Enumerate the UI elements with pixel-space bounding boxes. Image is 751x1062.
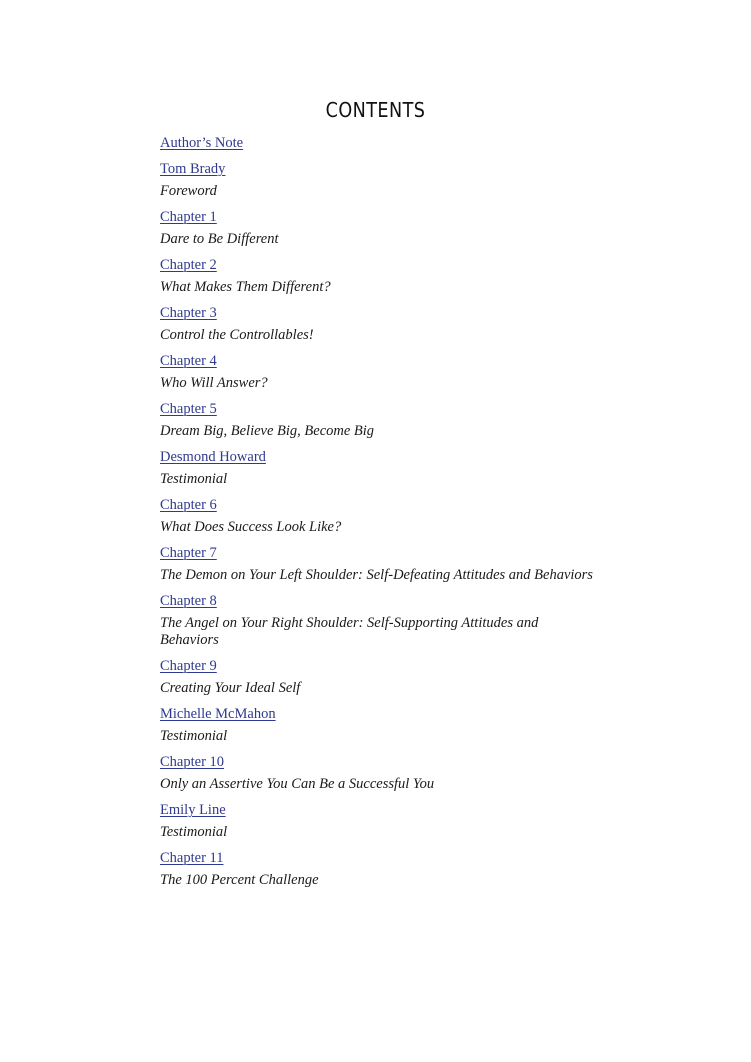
toc-subtitle: Testimonial xyxy=(160,728,228,744)
toc-entry xyxy=(160,801,600,841)
toc-entry xyxy=(160,256,600,296)
toc-link[interactable]: Chapter 6 xyxy=(160,497,217,513)
toc-link[interactable]: Chapter 8 xyxy=(160,593,217,609)
toc-entry xyxy=(160,304,600,344)
toc-subtitle: Dare to Be Different xyxy=(160,231,279,247)
toc-entry xyxy=(160,160,600,200)
toc-subtitle: Control the Controllables! xyxy=(160,327,314,343)
toc-link[interactable]: Michelle McMahon xyxy=(160,706,276,722)
toc-link[interactable]: Chapter 4 xyxy=(160,353,217,369)
toc-link[interactable]: Tom Brady xyxy=(160,161,226,177)
toc-subtitle: The Demon on Your Left Shoulder: Self-Defeating Attitudes and Behaviors xyxy=(160,567,593,583)
toc-link[interactable]: Chapter 3 xyxy=(160,305,217,321)
toc-subtitle: Creating Your Ideal Self xyxy=(160,680,301,696)
toc-subtitle: What Makes Them Different? xyxy=(160,279,331,295)
toc-subtitle: What Does Success Look Like? xyxy=(160,519,342,535)
toc-subtitle: Testimonial xyxy=(160,471,228,487)
toc-entry xyxy=(160,400,600,440)
toc-subtitle: Testimonial xyxy=(160,824,228,840)
toc-link[interactable]: Emily Line xyxy=(160,802,226,818)
toc-entry xyxy=(160,448,600,488)
toc-link[interactable]: Chapter 11 xyxy=(160,850,224,866)
toc-subtitle: Dream Big, Believe Big, Become Big xyxy=(160,423,375,439)
toc-subtitle: The 100 Percent Challenge xyxy=(160,872,319,888)
toc-entry xyxy=(160,352,600,392)
toc-entry xyxy=(160,544,600,584)
toc-subtitle: Who Will Answer? xyxy=(160,375,268,391)
toc-link[interactable]: Chapter 7 xyxy=(160,545,217,561)
toc-entry xyxy=(160,753,600,793)
toc-link[interactable]: Chapter 1 xyxy=(160,209,217,225)
toc-entry xyxy=(160,496,600,536)
toc-link[interactable]: Chapter 9 xyxy=(160,658,217,674)
toc-subtitle: The Angel on Your Right Shoulder: Self-Supporting Attitudes and Behaviors xyxy=(160,615,539,648)
toc-link[interactable]: Chapter 10 xyxy=(160,754,225,770)
toc-link[interactable]: Chapter 2 xyxy=(160,257,217,273)
toc-link[interactable]: Chapter 5 xyxy=(160,401,217,417)
toc-entry xyxy=(160,208,600,248)
page-title: CONTENTS xyxy=(325,98,426,122)
toc-link[interactable]: Desmond Howard xyxy=(160,449,266,465)
toc-entry xyxy=(160,657,600,697)
toc-entry xyxy=(160,134,600,152)
toc-entry xyxy=(160,849,600,889)
toc-link[interactable]: Author’s Note xyxy=(160,135,244,151)
toc-subtitle: Foreword xyxy=(160,183,217,199)
toc-entry xyxy=(160,705,600,745)
toc-subtitle: Only an Assertive You Can Be a Successful You xyxy=(160,776,435,792)
toc-entry xyxy=(160,592,600,649)
table-of-contents xyxy=(160,134,600,889)
